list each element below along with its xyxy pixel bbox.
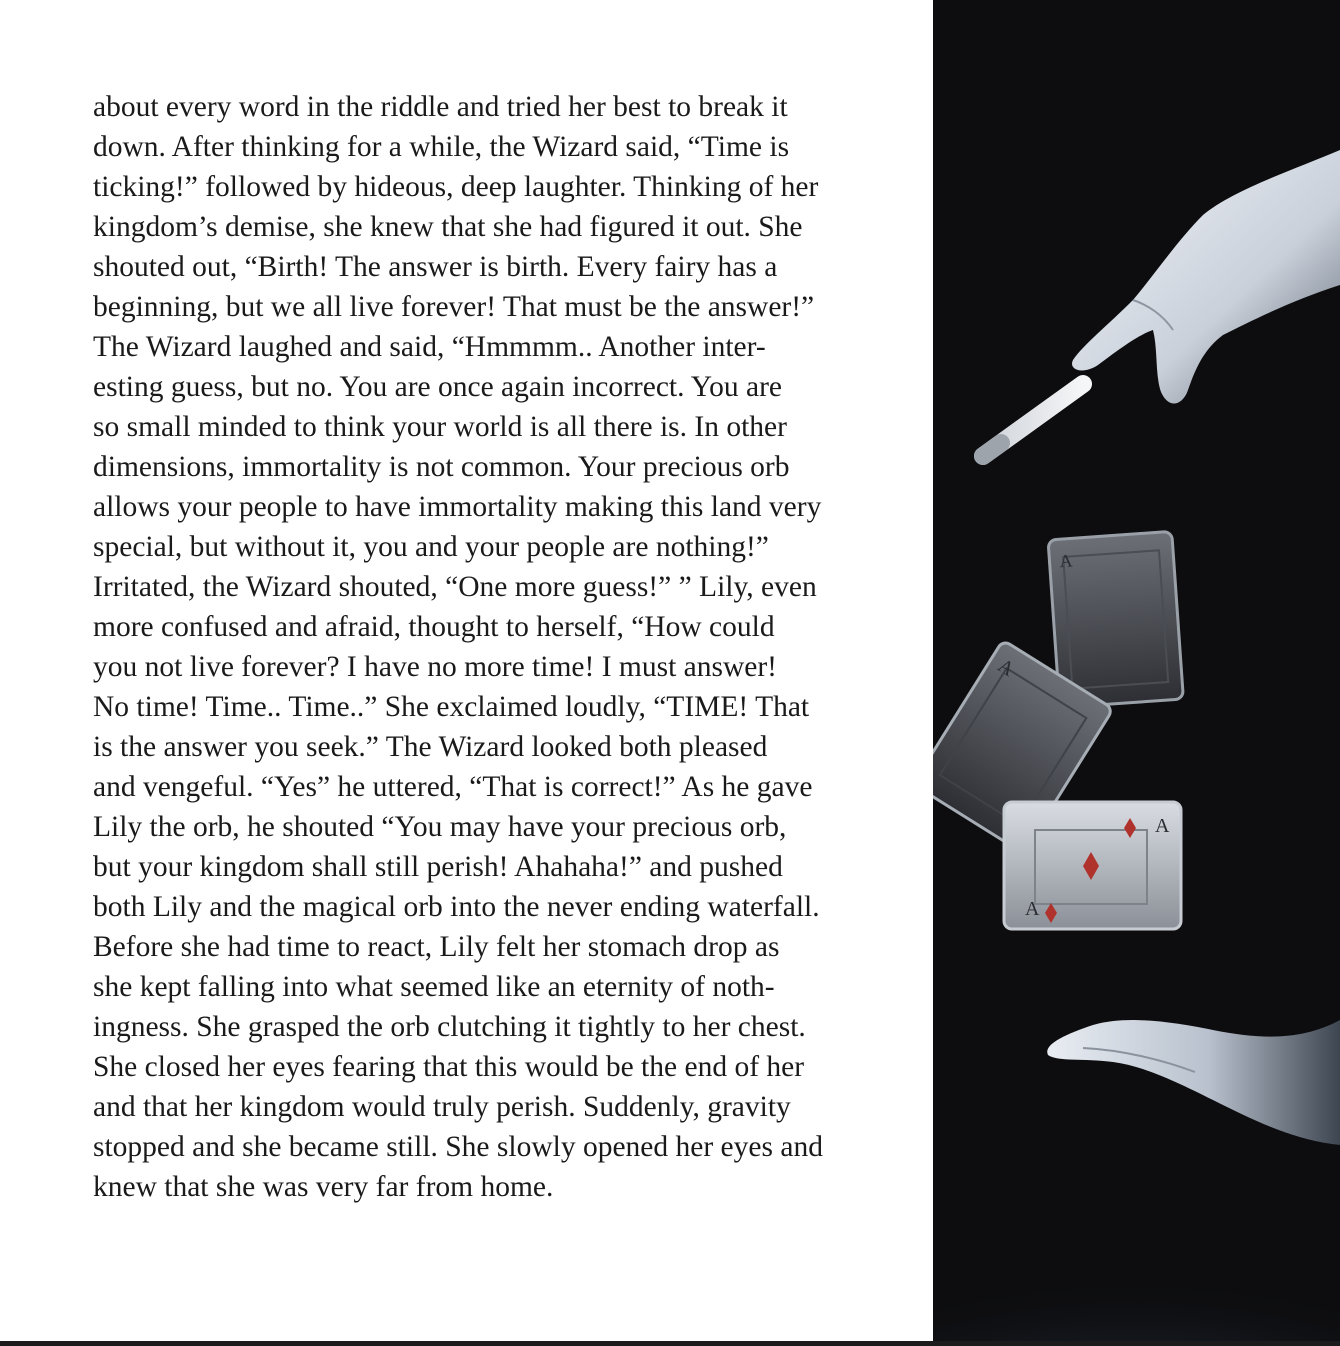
text-line: down. After thinking for a while, the Wizard said, “Time is: [93, 131, 790, 163]
svg-text:A: A: [1058, 550, 1074, 572]
text-line: and that her kingdom would truly perish. Suddenly, gravity: [93, 1091, 791, 1123]
text-line: stopped and she became still. She slowly opened her eyes and: [93, 1131, 823, 1163]
text-line: she kept falling into what seemed like an eternity of noth-: [93, 971, 775, 1003]
ace-of-diamonds-card-icon: [1004, 802, 1181, 929]
text-line: kingdom’s demise, she knew that she had figured it out. She: [93, 211, 803, 243]
svg-text:A: A: [993, 654, 1018, 681]
text-line: and vengeful. “Yes” he uttered, “That is correct!” As he gave: [93, 771, 813, 803]
text-line: both Lily and the magical orb into the never ending waterfall.: [93, 891, 820, 923]
text-line: Lily the orb, he shouted “You may have your precious orb,: [93, 811, 787, 843]
text-line: about every word in the riddle and tried her best to break it: [93, 91, 788, 123]
text-line: knew that she was very far from home.: [93, 1171, 554, 1203]
text-line: is the answer you seek.” The Wizard looked both pleased: [93, 731, 768, 763]
text-line: special, but without it, you and your people are nothing!”: [93, 531, 769, 563]
story-text: [93, 87, 903, 1207]
text-line: No time! Time.. Time..” She exclaimed loudly, “TIME! That: [93, 691, 810, 723]
text-line: ticking!” followed by hideous, deep laughter. Thinking of her: [93, 171, 819, 203]
svg-text:A: A: [1025, 898, 1040, 920]
text-line: but your kingdom shall still perish! Ahahaha!” and pushed: [93, 851, 783, 883]
text-line: She closed her eyes fearing that this would be the end of her: [93, 1051, 805, 1083]
text-line: shouted out, “Birth! The answer is birth. Every fairy has a: [93, 251, 778, 283]
text-line: you not live forever? I have no more time! I must answer!: [93, 651, 778, 683]
text-line: allows your people to have immortality making this land very: [93, 491, 822, 523]
text-line: ingness. She grasped the orb clutching it tightly to her chest.: [93, 1011, 806, 1043]
text-line: beginning, but we all live forever! That must be the answer!”: [93, 291, 815, 323]
page-bottom-rule: [0, 1341, 1340, 1346]
text-line: Irritated, the Wizard shouted, “One more guess!” ” Lily, even: [93, 571, 817, 603]
text-line: dimensions, immortality is not common. Your precious orb: [93, 451, 790, 483]
text-line: esting guess, but no. You are once again incorrect. You are: [93, 371, 783, 403]
text-line: Before she had time to react, Lily felt her stomach drop as: [93, 931, 780, 963]
text-line: The Wizard laughed and said, “Hmmmm.. Another inter-: [93, 331, 766, 363]
svg-text:A: A: [1155, 815, 1170, 837]
table-glow: [933, 1190, 1340, 1341]
text-line: more confused and afraid, thought to herself, “How could: [93, 611, 775, 643]
text-line: so small minded to think your world is all there is. In other: [93, 411, 787, 443]
magician-illustration: [933, 0, 1340, 1341]
